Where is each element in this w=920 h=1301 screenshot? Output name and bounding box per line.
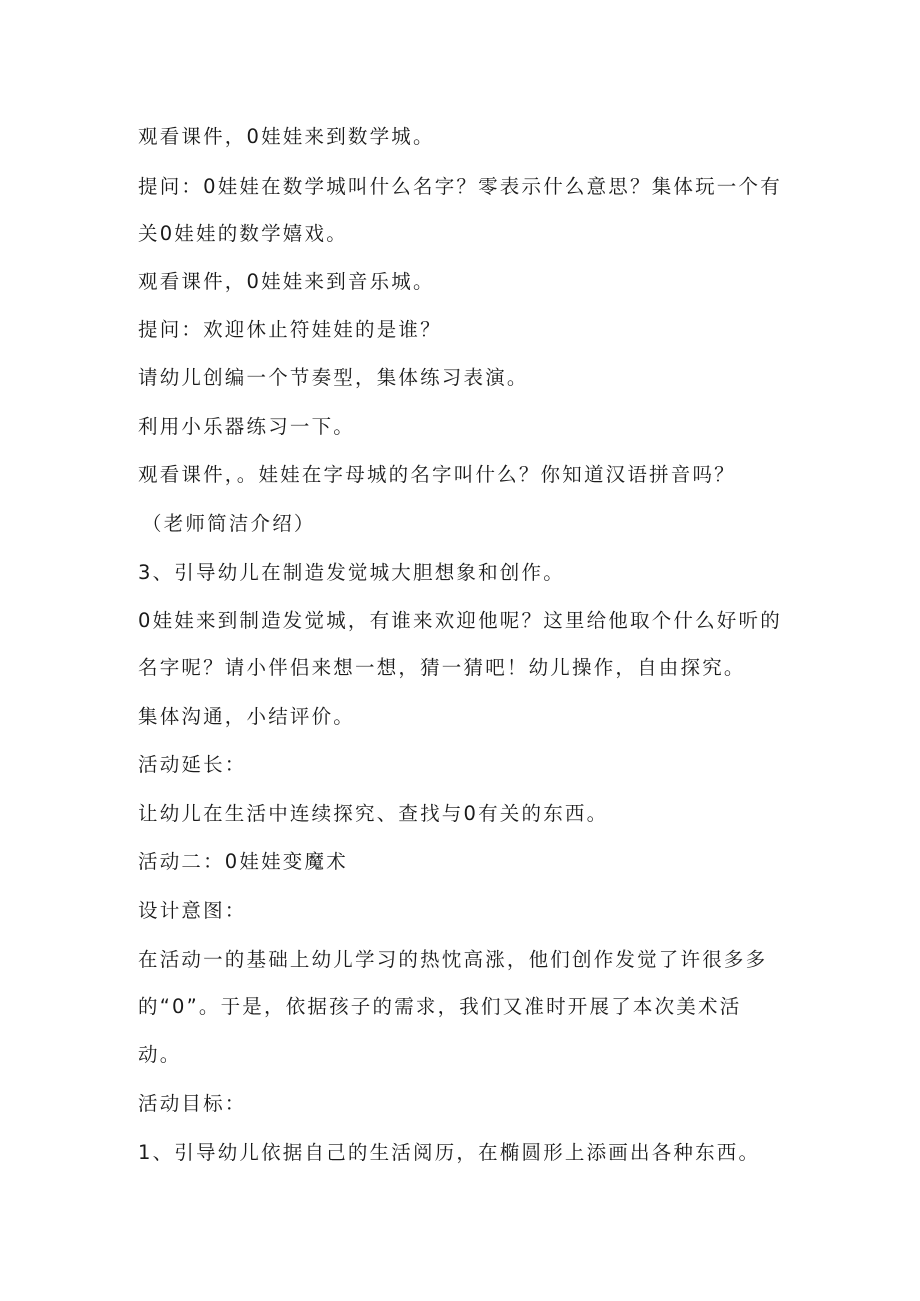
- text-line: 活动二：0娃娃变魔术: [138, 850, 348, 873]
- text-line: 设计意图：: [138, 899, 247, 922]
- text-line: 名字呢？请小伴侣来想一想，猜一猜吧！幼儿操作，自由探究。: [138, 656, 746, 679]
- text-line: 3、引导幼儿在制造发觉城大胆想象和创作。: [138, 561, 565, 584]
- text-line: 在活动一的基础上幼儿学习的热忱高涨，他们创作发觉了许很多多: [138, 948, 768, 971]
- text-line: 0娃娃来到制造发觉城，有谁来欢迎他呢？这里给他取个什么好听的: [138, 609, 782, 632]
- text-line: （老师简洁介绍）: [142, 512, 316, 535]
- text-line: 提问：欢迎休止符娃娃的是谁？: [138, 318, 442, 341]
- text-line: 利用小乐器练习一下。: [138, 415, 356, 438]
- text-line: 1、引导幼儿依据自己的生活阅历，在椭圆形上添画出各种东西。: [138, 1141, 761, 1164]
- text-line: 请幼儿创编一个节奏型，集体练习表演。: [138, 366, 529, 389]
- text-line: 让幼儿在生活中连续探究、查找与0有关的东西。: [138, 802, 609, 825]
- text-line: 集体沟通，小结评价。: [138, 705, 356, 728]
- text-line: 活动目标：: [138, 1092, 247, 1115]
- text-line: 观看课件，0娃娃来到音乐城。: [138, 270, 435, 293]
- text-line: 观看课件，。娃娃在字母城的名字叫什么？你知道汉语拼音吗？: [138, 463, 736, 486]
- text-line: 动。: [138, 1043, 182, 1066]
- text-line: 活动延长：: [138, 753, 247, 776]
- text-line: 观看课件，0娃娃来到数学城。: [138, 125, 435, 148]
- text-line: 提问：0娃娃在数学城叫什么名字？零表示什么意思？集体玩一个有: [138, 175, 782, 198]
- text-line: 关0娃娃的数学嬉戏。: [138, 222, 348, 245]
- text-line: 的“0”。于是，依据孩子的需求，我们又准时开展了本次美术活: [138, 995, 742, 1018]
